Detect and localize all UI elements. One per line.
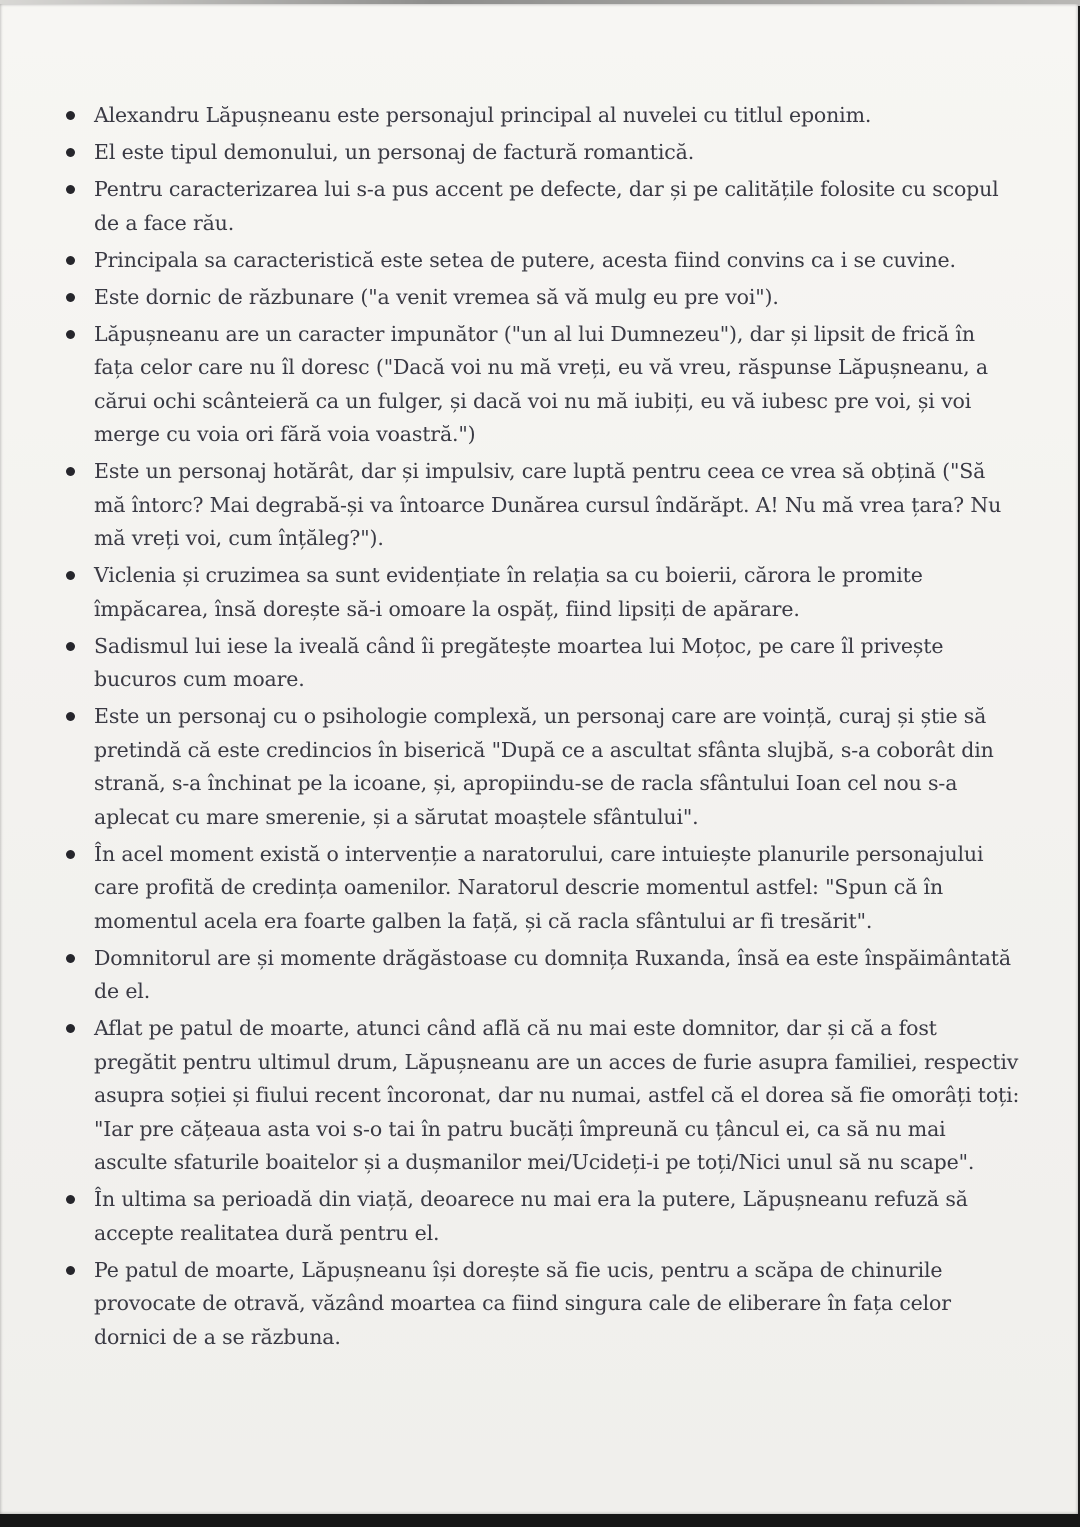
bullet-dot-icon: [66, 111, 75, 120]
list-item-text: Pe patul de moarte, Lăpușneanu își dorește să fie ucis, pentru a scăpa de chinurile provocate de otravă, văzând moartea ca fiind singura cale de eliberare în fața celor dornici de a se răzbuna.: [94, 1257, 951, 1349]
bullet-list: [60, 99, 1020, 1358]
list-item-text: Aflat pe patul de moarte, atunci când află că nu mai este domnitor, dar și că a fost pregătit pentru ultimul drum, Lăpușneanu are un acces de furie asupra familiei, respectiv asupra soției și fiului recent încoronat, dar nu numai, astfel că el dorea să fie omorâți toți: "Iar pre cățeaua asta voi s-o tai în patru bucăți împreună cu țâncul ei, ca să nu mai asculte sfaturile boaitelor și a dușmanilor mei/Ucideți-i pe toți/Nici unul să nu scape".: [94, 1016, 1020, 1174]
list-item: [60, 942, 1020, 1009]
list-item: [60, 136, 1020, 170]
bullet-dot-icon: [66, 850, 75, 859]
list-item-text: Domnitorul are și momente drăgăstoase cu domnița Ruxanda, însă ea este înspăimântată de el.: [94, 945, 1011, 1003]
bullet-dot-icon: [66, 330, 75, 339]
list-item-text: Alexandru Lăpușneanu este personajul principal al nuvelei cu titlul eponim.: [94, 103, 872, 127]
list-item-text: Pentru caracterizarea lui s-a pus accent pe defecte, dar și pe calitățile folosite cu scopul de a face rău.: [94, 177, 999, 235]
list-item: [60, 838, 1020, 939]
list-item-text: Lăpușneanu are un caracter impunător ("un al lui Dumnezeu"), dar și lipsit de frică în fața celor care nu îl doresc ("Dacă voi nu mă vreți, eu vă vreu, răspunse Lăpușneanu, a cărui ochi scânteieră ca un fulger, și dacă voi nu mă iubiți, eu vă iubesc pre voi, și voi merge cu voia ori fără voia voastră."): [94, 321, 988, 446]
bullet-dot-icon: [66, 1195, 75, 1204]
list-item-text: În ultima sa perioadă din viață, deoarece nu mai era la putere, Lăpușneanu refuză să accepte realitatea dură pentru el.: [94, 1187, 968, 1245]
list-item-text: Este dornic de răzbunare ("a venit vremea să vă mulg eu pre voi").: [94, 284, 779, 309]
bullet-dot-icon: [66, 256, 75, 265]
list-item-text: În acel moment există o intervenție a naratorului, care intuiește planurile personajului care profită de credința oamenilor. Naratorul descrie momentul astfel: "Spun că în momentul acela era foarte galben la față, și că racla sfântului ar fi tresărit".: [94, 841, 984, 933]
list-item: [60, 630, 1020, 697]
bullet-dot-icon: [66, 571, 75, 580]
list-item-text: El este tipul demonului, un personaj de factură romantică.: [94, 140, 695, 164]
list-item: [60, 281, 1020, 315]
bullet-dot-icon: [66, 712, 75, 721]
bullet-dot-icon: [66, 467, 75, 476]
list-item: [60, 99, 1020, 133]
list-item: [60, 318, 1020, 452]
bullet-dot-icon: [66, 642, 75, 651]
list-item: [60, 1183, 1020, 1250]
bullet-dot-icon: [66, 148, 75, 157]
list-item: [60, 559, 1020, 626]
bullet-dot-icon: [66, 185, 75, 194]
list-item-text: Principala sa caracteristică este setea de putere, acesta fiind convins ca i se cuvine.: [94, 247, 956, 272]
list-item: [60, 1012, 1020, 1180]
bullet-dot-icon: [66, 1266, 75, 1275]
scan-bottom-edge: [0, 1514, 1080, 1527]
list-item-text: Sadismul lui iese la iveală când îi pregătește moartea lui Moțoc, pe care îl privește bucuros cum moare.: [94, 633, 944, 691]
list-item-text: Este un personaj cu o psihologie complexă, un personaj care are voință, curaj și știe să pretindă că este credincios în biserică "După ce a ascultat sfânta slujbă, s-a coborât din strană, s-a închinat pe la icoane, și, apropiindu-se de racla sfântului Ioan cel nou s-a aplecat cu mare smerenie, și a sărutat moaștele sfântului".: [94, 704, 994, 829]
list-item-text: Este un personaj hotărât, dar și impulsiv, care luptă pentru ceea ce vrea să obțină ("Să mă întorc? Mai degrabă-și va întoarce Dunărea cursul îndărăpt. A! Nu mă vrea țara? Nu mă vreți voi, cum înțăleg?").: [94, 459, 1002, 550]
list-item: [60, 244, 1020, 278]
list-item: [60, 173, 1020, 240]
bullet-dot-icon: [66, 293, 75, 302]
bullet-dot-icon: [66, 954, 75, 963]
list-item-text: Viclenia și cruzimea sa sunt evidențiate în relația sa cu boierii, cărora le promite împăcarea, însă dorește să-i omoare la ospăț, fiind lipsiți de apărare.: [94, 563, 923, 621]
document-page: [0, 4, 1078, 1514]
bullet-dot-icon: [66, 1024, 75, 1033]
list-item: [60, 700, 1020, 834]
list-item: [60, 455, 1020, 556]
list-item: [60, 1254, 1020, 1355]
